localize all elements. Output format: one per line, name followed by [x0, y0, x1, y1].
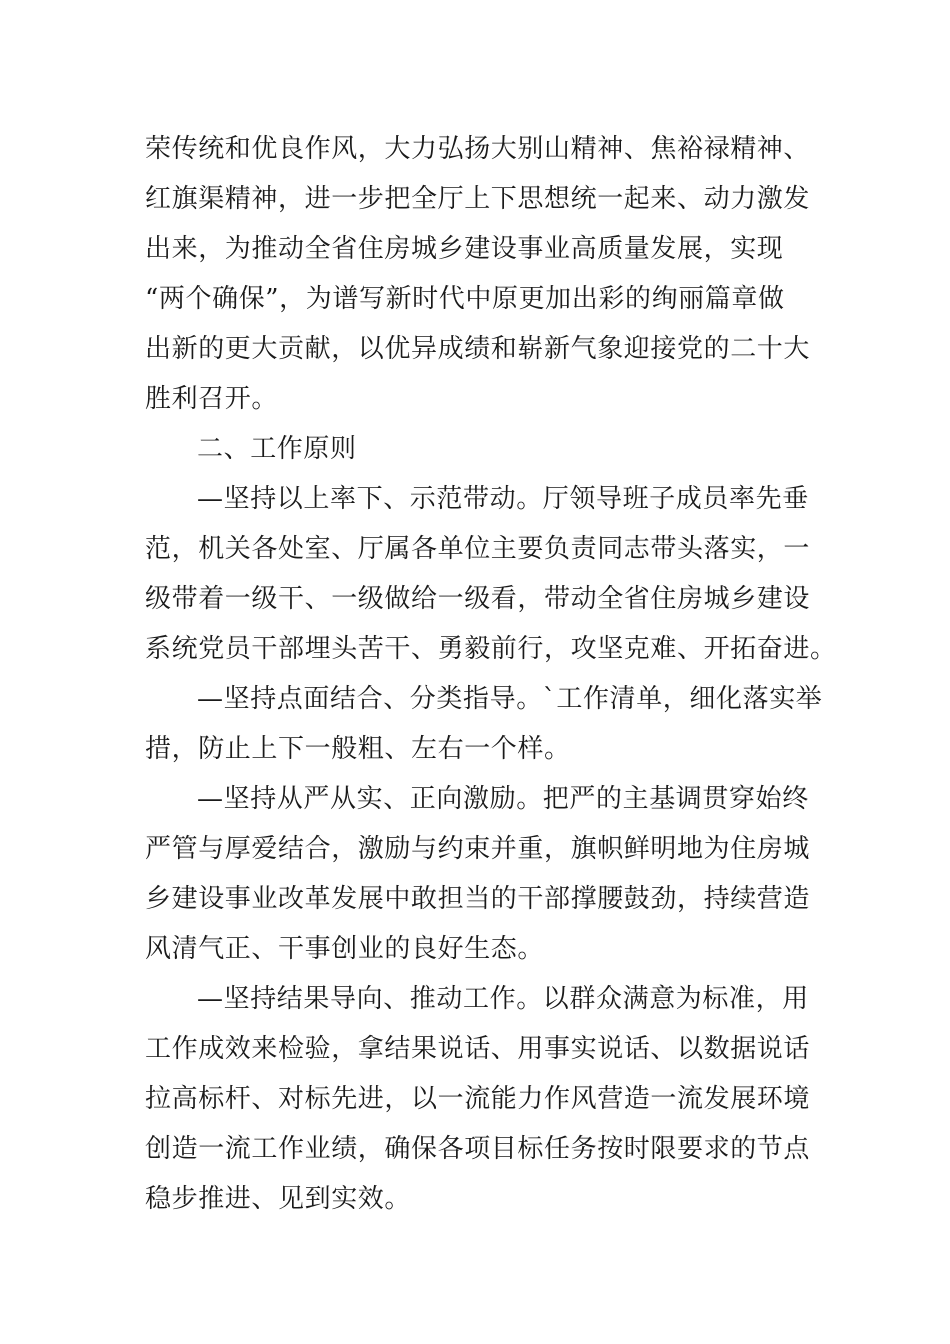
body-line: 措，防止上下一般粗、左右一个样。: [145, 734, 571, 764]
body-line: 严管与厚爱结合，激励与约束并重，旗帜鲜明地为住房城: [145, 834, 811, 864]
principle-line: —坚持点面结合、分类指导。`工作清单，细化落实举: [197, 684, 823, 714]
body-line: 范，机关各处室、厅属各单位主要负责同志带头落实，一: [145, 534, 811, 564]
body-line: 创造一流工作业绩，确保各项目标任务按时限要求的节点: [145, 1134, 811, 1164]
body-line: 级带着一级干、一级做给一级看，带动全省住房城乡建设: [145, 584, 811, 614]
body-line: 荣传统和优良作风，大力弘扬大别山精神、焦裕禄精神、: [145, 134, 811, 164]
principle-line: —坚持结果导向、推动工作。以群众满意为标准，用: [197, 984, 809, 1014]
body-line: 红旗渠精神，进一步把全厅上下思想统一起来、动力激发: [145, 184, 811, 214]
body-line: 乡建设事业改革发展中敢担当的干部撑腰鼓劲，持续营造: [145, 884, 811, 914]
principle-line: —坚持从严从实、正向激励。把严的主基调贯穿始终: [197, 784, 809, 814]
body-line: 稳步推进、见到实效。: [145, 1184, 412, 1214]
body-line: 出新的更大贡献，以优异成绩和崭新气象迎接党的二十大: [145, 334, 811, 364]
principle-line: —坚持以上率下、示范带动。厅领导班子成员率先垂: [197, 484, 809, 514]
body-line: 胜利召开。: [145, 384, 279, 414]
section-heading: 二、工作原则: [197, 434, 357, 464]
body-line: 出来，为推动全省住房城乡建设事业高质量发展，实现: [145, 234, 784, 264]
body-line: 工作成效来检验，拿结果说话、用事实说话、以数据说话: [145, 1034, 811, 1064]
body-line: 风清气正、干事创业的良好生态。: [145, 934, 545, 964]
body-line: 拉高标杆、对标先进，以一流能力作风营造一流发展环境: [145, 1084, 811, 1114]
body-line: “两个确保”，为谱写新时代中原更加出彩的绚丽篇章做: [145, 284, 785, 314]
body-line: 系统党员干部埋头苦干、勇毅前行，攻坚克难、开拓奋进。: [145, 634, 837, 664]
